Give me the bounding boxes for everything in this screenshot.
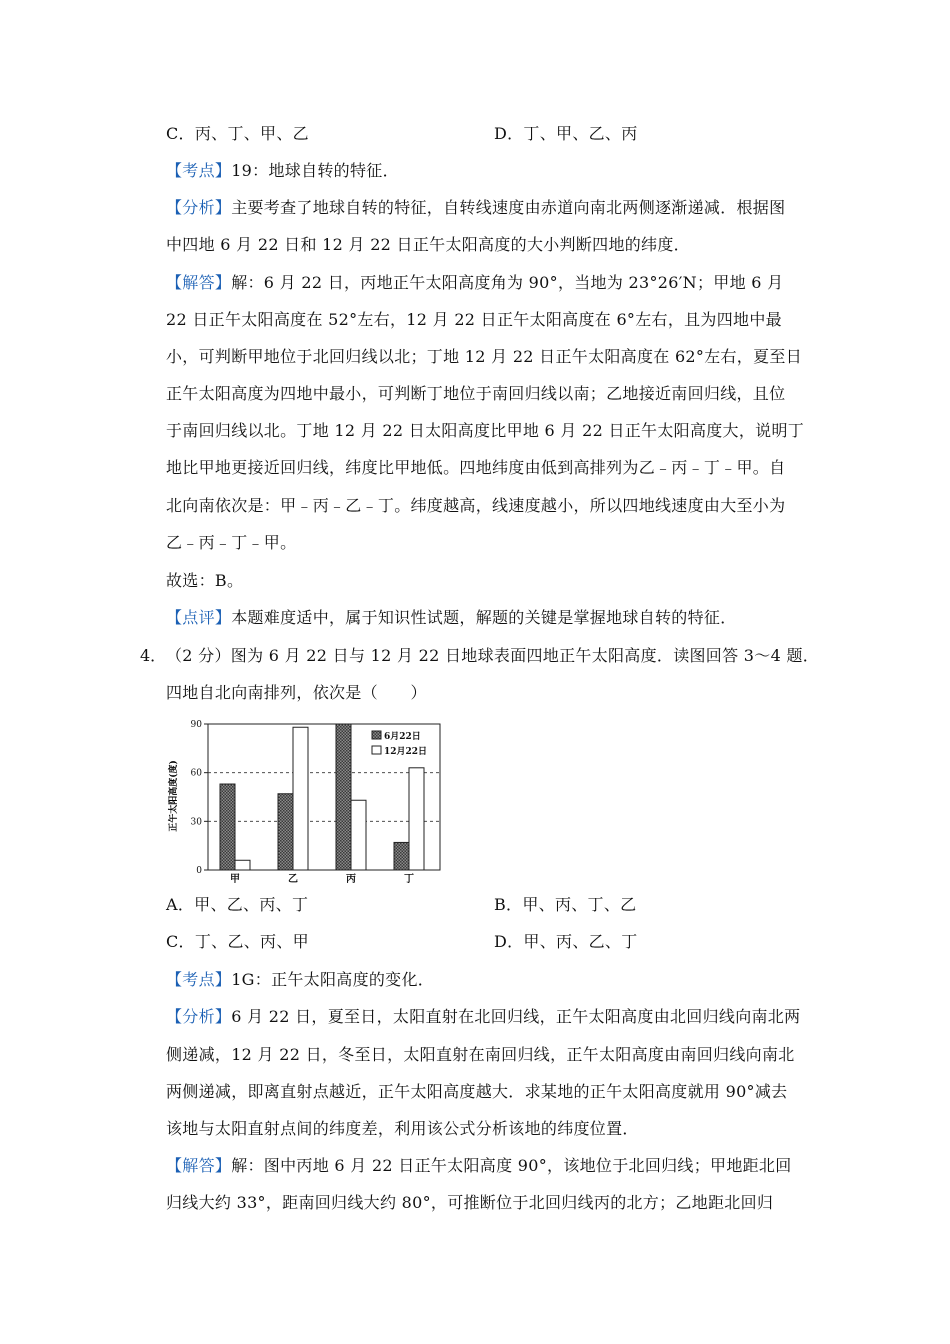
bar-jun22-3 bbox=[394, 842, 409, 870]
fenxi-line: 该地与太阳直射点间的纬度差，利用该公式分析该地的纬度位置． bbox=[166, 1119, 639, 1138]
x-tick-label: 乙 bbox=[288, 874, 298, 885]
fenxi-section bbox=[166, 198, 785, 218]
jieda-line: 解：6 月 22 日，丙地正午太阳高度角为 90°，当地为 23°26′N；甲地 6 月 bbox=[231, 273, 784, 292]
chart-legend bbox=[372, 731, 427, 757]
jieda-line: 归线大约 33°，距南回归线大约 80°，可推断位于北回归线丙的北方；乙地距北回归 bbox=[166, 1193, 774, 1212]
legend-label: 12月22日 bbox=[384, 747, 428, 757]
dianping-text: 本题难度适中，属于知识性试题，解题的关键是掌握地球自转的特征． bbox=[231, 608, 737, 627]
jieda-tag: 【解答】 bbox=[166, 273, 232, 292]
kaodian-tag: 【考点】 bbox=[166, 161, 232, 180]
kaodian-tag: 【考点】 bbox=[166, 970, 232, 989]
chart-x-labels bbox=[230, 872, 414, 885]
y-axis-label: 正午太阳高度(度) bbox=[169, 760, 179, 832]
fenxi-line: 两侧递减，即离直射点越近，正午太阳高度越大．求某地的正午太阳高度就用 90°减去 bbox=[166, 1082, 788, 1101]
fenxi-line: 侧递减，12 月 22 日，冬至日，太阳直射在南回归线，正午太阳高度由南回归线向南北 bbox=[166, 1045, 795, 1064]
option-c: C．丙、丁、甲、乙 bbox=[166, 124, 309, 143]
jieda-line: 地比甲地更接近回归线，纬度比甲地低。四地纬度由低到高排列为乙﹣丙﹣丁﹣甲。自 bbox=[166, 458, 786, 477]
jieda-section bbox=[166, 273, 783, 293]
bar-dec22-0 bbox=[235, 860, 250, 870]
jieda-line: 乙﹣丙﹣丁﹣甲。 bbox=[166, 533, 297, 552]
jieda-line: 北向南依次是：甲﹣丙﹣乙﹣丁。纬度越高，线速度越小，所以四地线速度由大至小为 bbox=[166, 496, 786, 515]
question-stem: （2 分）图为 6 月 22 日与 12 月 22 日地球表面四地正午太阳高度．读图回答 3～4 题． bbox=[166, 646, 820, 665]
fenxi-line: 6 月 22 日，夏至日，太阳直射在北回归线，正午太阳高度由北回归线向南北两 bbox=[231, 1007, 801, 1026]
fenxi-line: 主要考查了地球自转的特征，自转线速度由赤道向南北两侧逐渐递减．根据图 bbox=[231, 198, 786, 217]
bar-dec22-3 bbox=[409, 768, 424, 870]
y-tick-label: 0 bbox=[196, 866, 202, 876]
x-tick-label: 丁 bbox=[404, 874, 414, 885]
kaodian-section bbox=[166, 161, 399, 181]
fenxi-tag: 【分析】 bbox=[166, 198, 232, 217]
option-c: C．丁、乙、丙、甲 bbox=[166, 932, 309, 951]
jieda-line: 于南回归线以北。丁地 12 月 22 日太阳高度比甲地 6 月 22 日正午太阳高度大，说明丁 bbox=[166, 421, 805, 440]
x-tick-label: 丙 bbox=[346, 874, 356, 885]
option-d: D．甲、丙、乙、丁 bbox=[494, 932, 638, 951]
question-number: 4． bbox=[140, 646, 167, 665]
bar-jun22-0 bbox=[220, 784, 235, 870]
jieda-tag: 【解答】 bbox=[166, 1156, 232, 1175]
kaodian-text: 1G：正午太阳高度的变化． bbox=[231, 970, 435, 989]
y-tick-label: 60 bbox=[190, 768, 202, 779]
fenxi-section bbox=[166, 1007, 800, 1027]
fenxi-tag: 【分析】 bbox=[166, 1007, 232, 1026]
x-tick-label: 甲 bbox=[230, 874, 240, 885]
jieda-section bbox=[166, 1156, 792, 1176]
legend-swatch bbox=[372, 746, 381, 754]
dianping-section bbox=[166, 608, 737, 628]
noon-sun-altitude-chart bbox=[160, 714, 450, 886]
option-a: A．甲、乙、丙、丁 bbox=[166, 895, 309, 914]
chart-bars bbox=[220, 724, 424, 870]
chart-grid bbox=[208, 773, 440, 822]
answer-line: 故选：B。 bbox=[166, 571, 244, 590]
bar-jun22-2 bbox=[336, 724, 351, 870]
dianping-tag: 【点评】 bbox=[166, 608, 232, 627]
bar-jun22-1 bbox=[278, 794, 293, 870]
legend-label: 6月22日 bbox=[384, 732, 421, 742]
jieda-line: 小，可判断甲地位于北回归线以北；丁地 12 月 22 日正午太阳高度在 62°左右，夏至日 bbox=[166, 347, 803, 366]
option-b: B．甲、丙、丁、乙 bbox=[494, 895, 637, 914]
question-prompt: 四地自北向南排列，依次是（ ） bbox=[166, 683, 427, 702]
legend-swatch bbox=[372, 731, 381, 739]
jieda-line: 正午太阳高度为四地中最小，可判断丁地位于南回归线以南；乙地接近南回归线，且位 bbox=[166, 384, 786, 403]
kaodian-section bbox=[166, 970, 434, 990]
kaodian-text: 19：地球自转的特征． bbox=[231, 161, 399, 180]
y-tick-label: 90 bbox=[190, 720, 202, 730]
option-d: D．丁、甲、乙、丙 bbox=[494, 124, 638, 143]
y-tick-label: 30 bbox=[190, 817, 202, 828]
jieda-line: 解：图中丙地 6 月 22 日正午太阳高度 90°，该地位于北回归线；甲地距北回 bbox=[231, 1156, 792, 1175]
bar-dec22-2 bbox=[351, 800, 366, 870]
fenxi-line: 中四地 6 月 22 日和 12 月 22 日正午太阳高度的大小判断四地的纬度． bbox=[166, 235, 690, 254]
bar-dec22-1 bbox=[293, 727, 308, 870]
jieda-line: 22 日正午太阳高度在 52°左右，12 月 22 日正午太阳高度在 6°左右，且为四地中最 bbox=[166, 310, 782, 329]
